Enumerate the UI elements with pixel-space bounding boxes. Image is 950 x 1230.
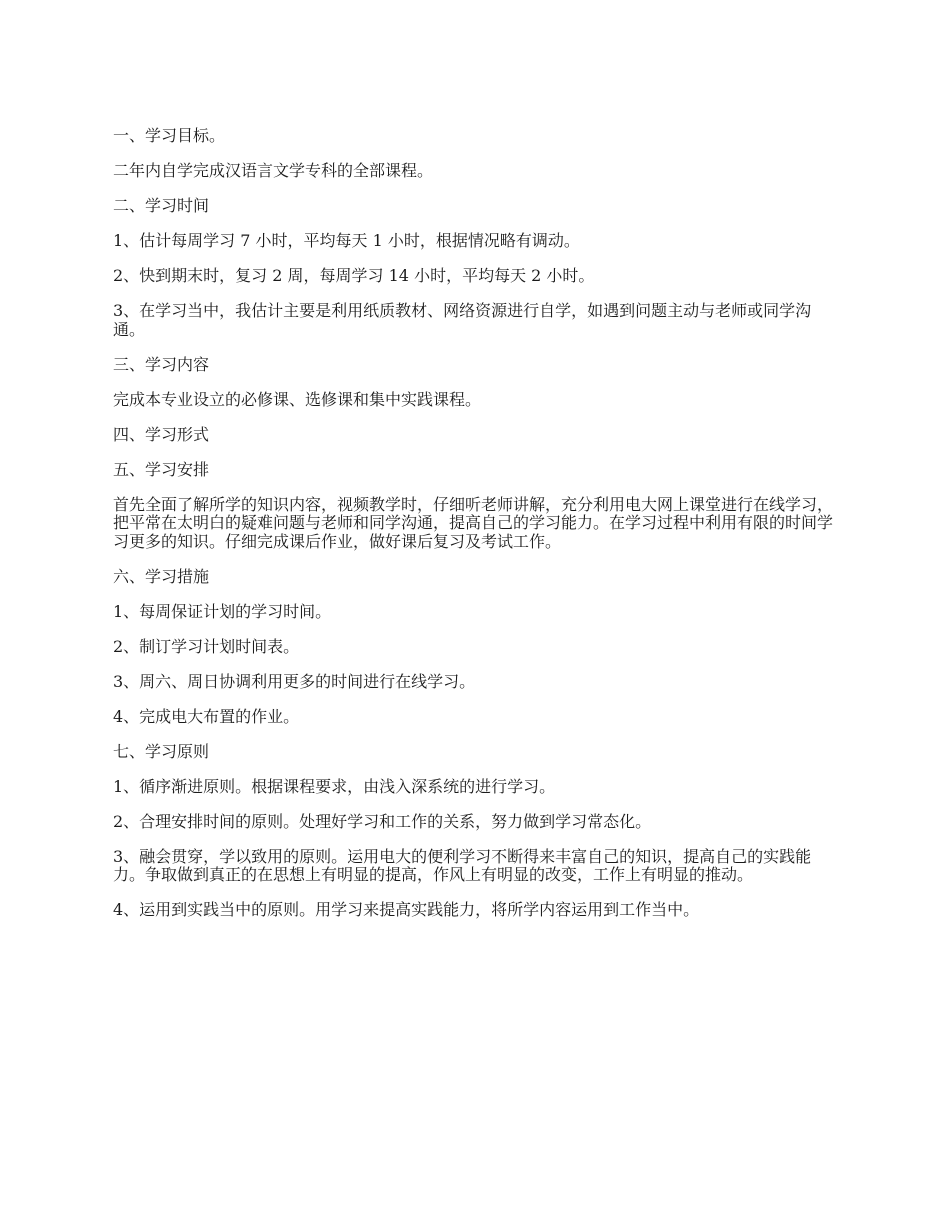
paragraph-time-item-1: 1、估计每周学习 7 小时，平均每天 1 小时，根据情况略有调动。 <box>113 231 580 250</box>
paragraph-goal-text: 二年内自学完成汉语言文学专科的全部课程。 <box>113 161 434 180</box>
paragraph-content-text: 完成本专业设立的必修课、选修课和集中实践课程。 <box>113 389 482 409</box>
paragraph-principle-item-1: 1、循序渐进原则。根据课程要求，由浅入深系统的进行学习。 <box>113 776 556 796</box>
paragraph-time-item-2: 2、快到期末时，复习 2 周，每周学习 14 小时，平均每天 2 小时。 <box>113 266 595 285</box>
paragraph-arrangement-text: 首先全面了解所学的知识内容，视频教学时，仔细听老师讲解，充分利用电大网上课堂进行在线学习，把平常在太明白的疑难问题与老师和同学沟通，提高自己的学习能力。在学习过程中利用有限的时间学习更多的知识。仔细完成课后作业，做好课后复习及考试工作。 <box>113 494 834 551</box>
paragraph-measure-item-1: 1、每周保证计划的学习时间。 <box>113 601 332 621</box>
heading-1-goal: 一、学习目标。 <box>113 126 226 145</box>
paragraph-principle-item-3: 3、融会贯穿，学以致用的原则。运用电大的便利学习不断得来丰富自己的知识，提高自己的实践能力。争取做到真正的在思想上有明显的提高，作风上有明显的改变，工作上有明显的推动。 <box>113 846 812 884</box>
paragraph-measure-item-4: 4、完成电大布置的作业。 <box>113 706 300 726</box>
paragraph-principle-item-4: 4、运用到实践当中的原则。用学习来提高实践能力，将所学内容运用到工作当中。 <box>113 900 700 919</box>
paragraph-principle-item-2: 2、合理安排时间的原则。处理好学习和工作的关系，努力做到学习常态化。 <box>113 811 652 831</box>
document-body <box>113 127 838 936</box>
heading-2-time: 二、学习时间 <box>113 196 210 215</box>
heading-3-content: 三、学习内容 <box>113 354 210 374</box>
paragraph-time-item-3: 3、在学习当中，我估计主要是利用纸质教材、网络资源进行自学，如遇到问题主动与老师或同学沟通。 <box>113 301 812 339</box>
paragraph-measure-item-3: 3、周六、周日协调利用更多的时间进行在线学习。 <box>113 671 476 691</box>
heading-7-principles: 七、学习原则 <box>113 741 210 761</box>
heading-5-arrangement: 五、学习安排 <box>113 459 210 479</box>
paragraph-measure-item-2: 2、制订学习计划时间表。 <box>113 636 300 656</box>
heading-6-measures: 六、学习措施 <box>113 566 210 586</box>
heading-4-form: 四、学习形式 <box>113 424 210 444</box>
